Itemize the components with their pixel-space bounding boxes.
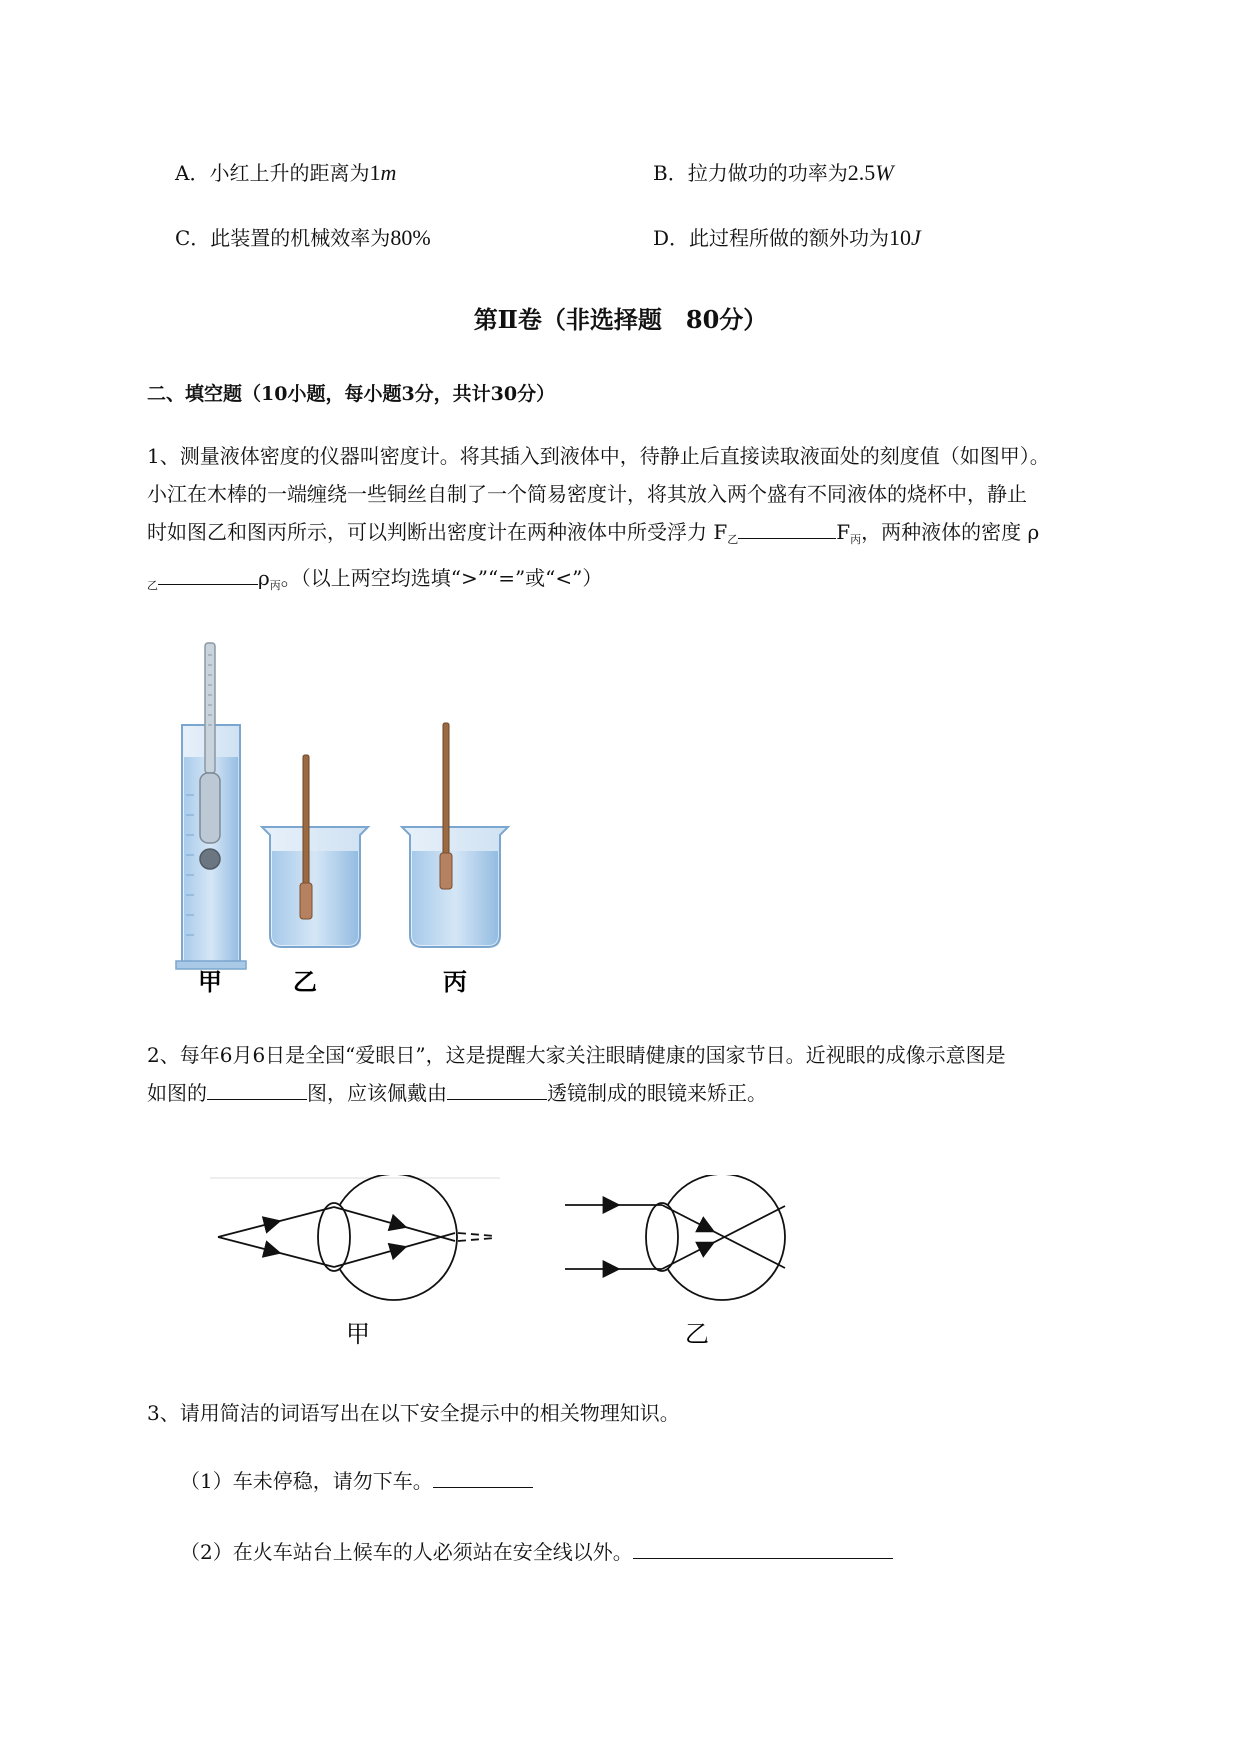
option-a-value: 1 [369,160,381,185]
option-d-value: 10 [889,225,912,250]
fig2-label-jia: 甲 [346,1320,370,1348]
q3-blank-1[interactable] [433,1467,533,1488]
eye-figure [210,1175,850,1355]
beaker-bing [402,723,508,947]
q1-line-2: 小江在木棒的一端缠绕一些铜丝自制了一个简易密度计，将其放入两个盛有不同液体的烧杯中，静止 [147,482,1027,506]
q3-blank-2[interactable] [633,1538,893,1559]
q2-blank-2[interactable] [447,1079,547,1100]
option-c-text: C．此装置的机械效率为 [175,226,391,250]
fig1-label-jia: 甲 [198,968,222,995]
option-b-value: 2.5 [847,160,876,185]
q2-line-1: 2、每年6月6日是全国“爱眼日”，这是提醒大家关注眼睛健康的国家节日。近视眼的成像示意图是 [147,1043,1006,1067]
question-3 [147,1394,1167,1432]
option-b [653,157,894,186]
option-a [175,157,396,186]
q3-line-1: 3、请用简洁的词语写出在以下安全提示中的相关物理知识。 [147,1401,680,1425]
q2-line-2: 如图的 图，应该佩戴由 透镜制成的眼镜来矫正。 [147,1081,767,1105]
beaker-yi [262,755,368,947]
section-title: 第Ⅱ卷（非选择题 80分） [473,305,768,334]
q1-blank-1[interactable] [738,518,836,539]
fill-in-subtitle: 二、填空题（10小题，每小题3分，共计30分） [147,383,556,405]
q3-item-1: （1）车未停稳，请勿下车。 [180,1462,1200,1500]
q1-line-1: 1、测量液体密度的仪器叫密度计。将其插入到液体中，待静止后直接读取液面处的刻度值（如图甲）。 [147,444,1050,468]
option-a-text: A．小红上升的距离为 [175,161,370,185]
fig1-label-bing: 丙 [443,968,467,995]
q1-blank-2[interactable] [158,564,258,585]
cylinder-jia [176,643,246,969]
q1-line-4: $_乙$ $\rho_丙$。（以上两空均选填“>”“=”或“<”） [147,566,603,592]
option-d-unit: J [911,225,921,250]
q1-line-3: 时如图乙和图丙所示，可以判断出密度计在两种液体中所受浮力 $F_乙$ $F_丙$，两种液体的密度 ρ [147,520,1040,546]
option-d-text: D．此过程所做的额外功为 [653,226,890,250]
option-d [653,222,921,251]
question-1 [147,437,1167,605]
eye-diagram-yi [565,1175,785,1300]
hydrometer-figure [170,635,540,995]
q3-item-2: （2）在火车站台上候车的人必须站在安全线以外。 [180,1533,1200,1571]
eye-diagram-jia [210,1175,500,1300]
fig1-label-yi: 乙 [293,968,317,995]
option-c [175,222,431,251]
option-a-unit: m [380,160,397,185]
question-2 [147,1036,1167,1112]
fig2-label-yi: 乙 [685,1320,709,1348]
option-b-text: B．拉力做功的功率为 [653,161,848,185]
option-b-unit: W [875,160,894,185]
option-c-value: 80% [390,225,431,250]
q2-blank-1[interactable] [207,1079,307,1100]
